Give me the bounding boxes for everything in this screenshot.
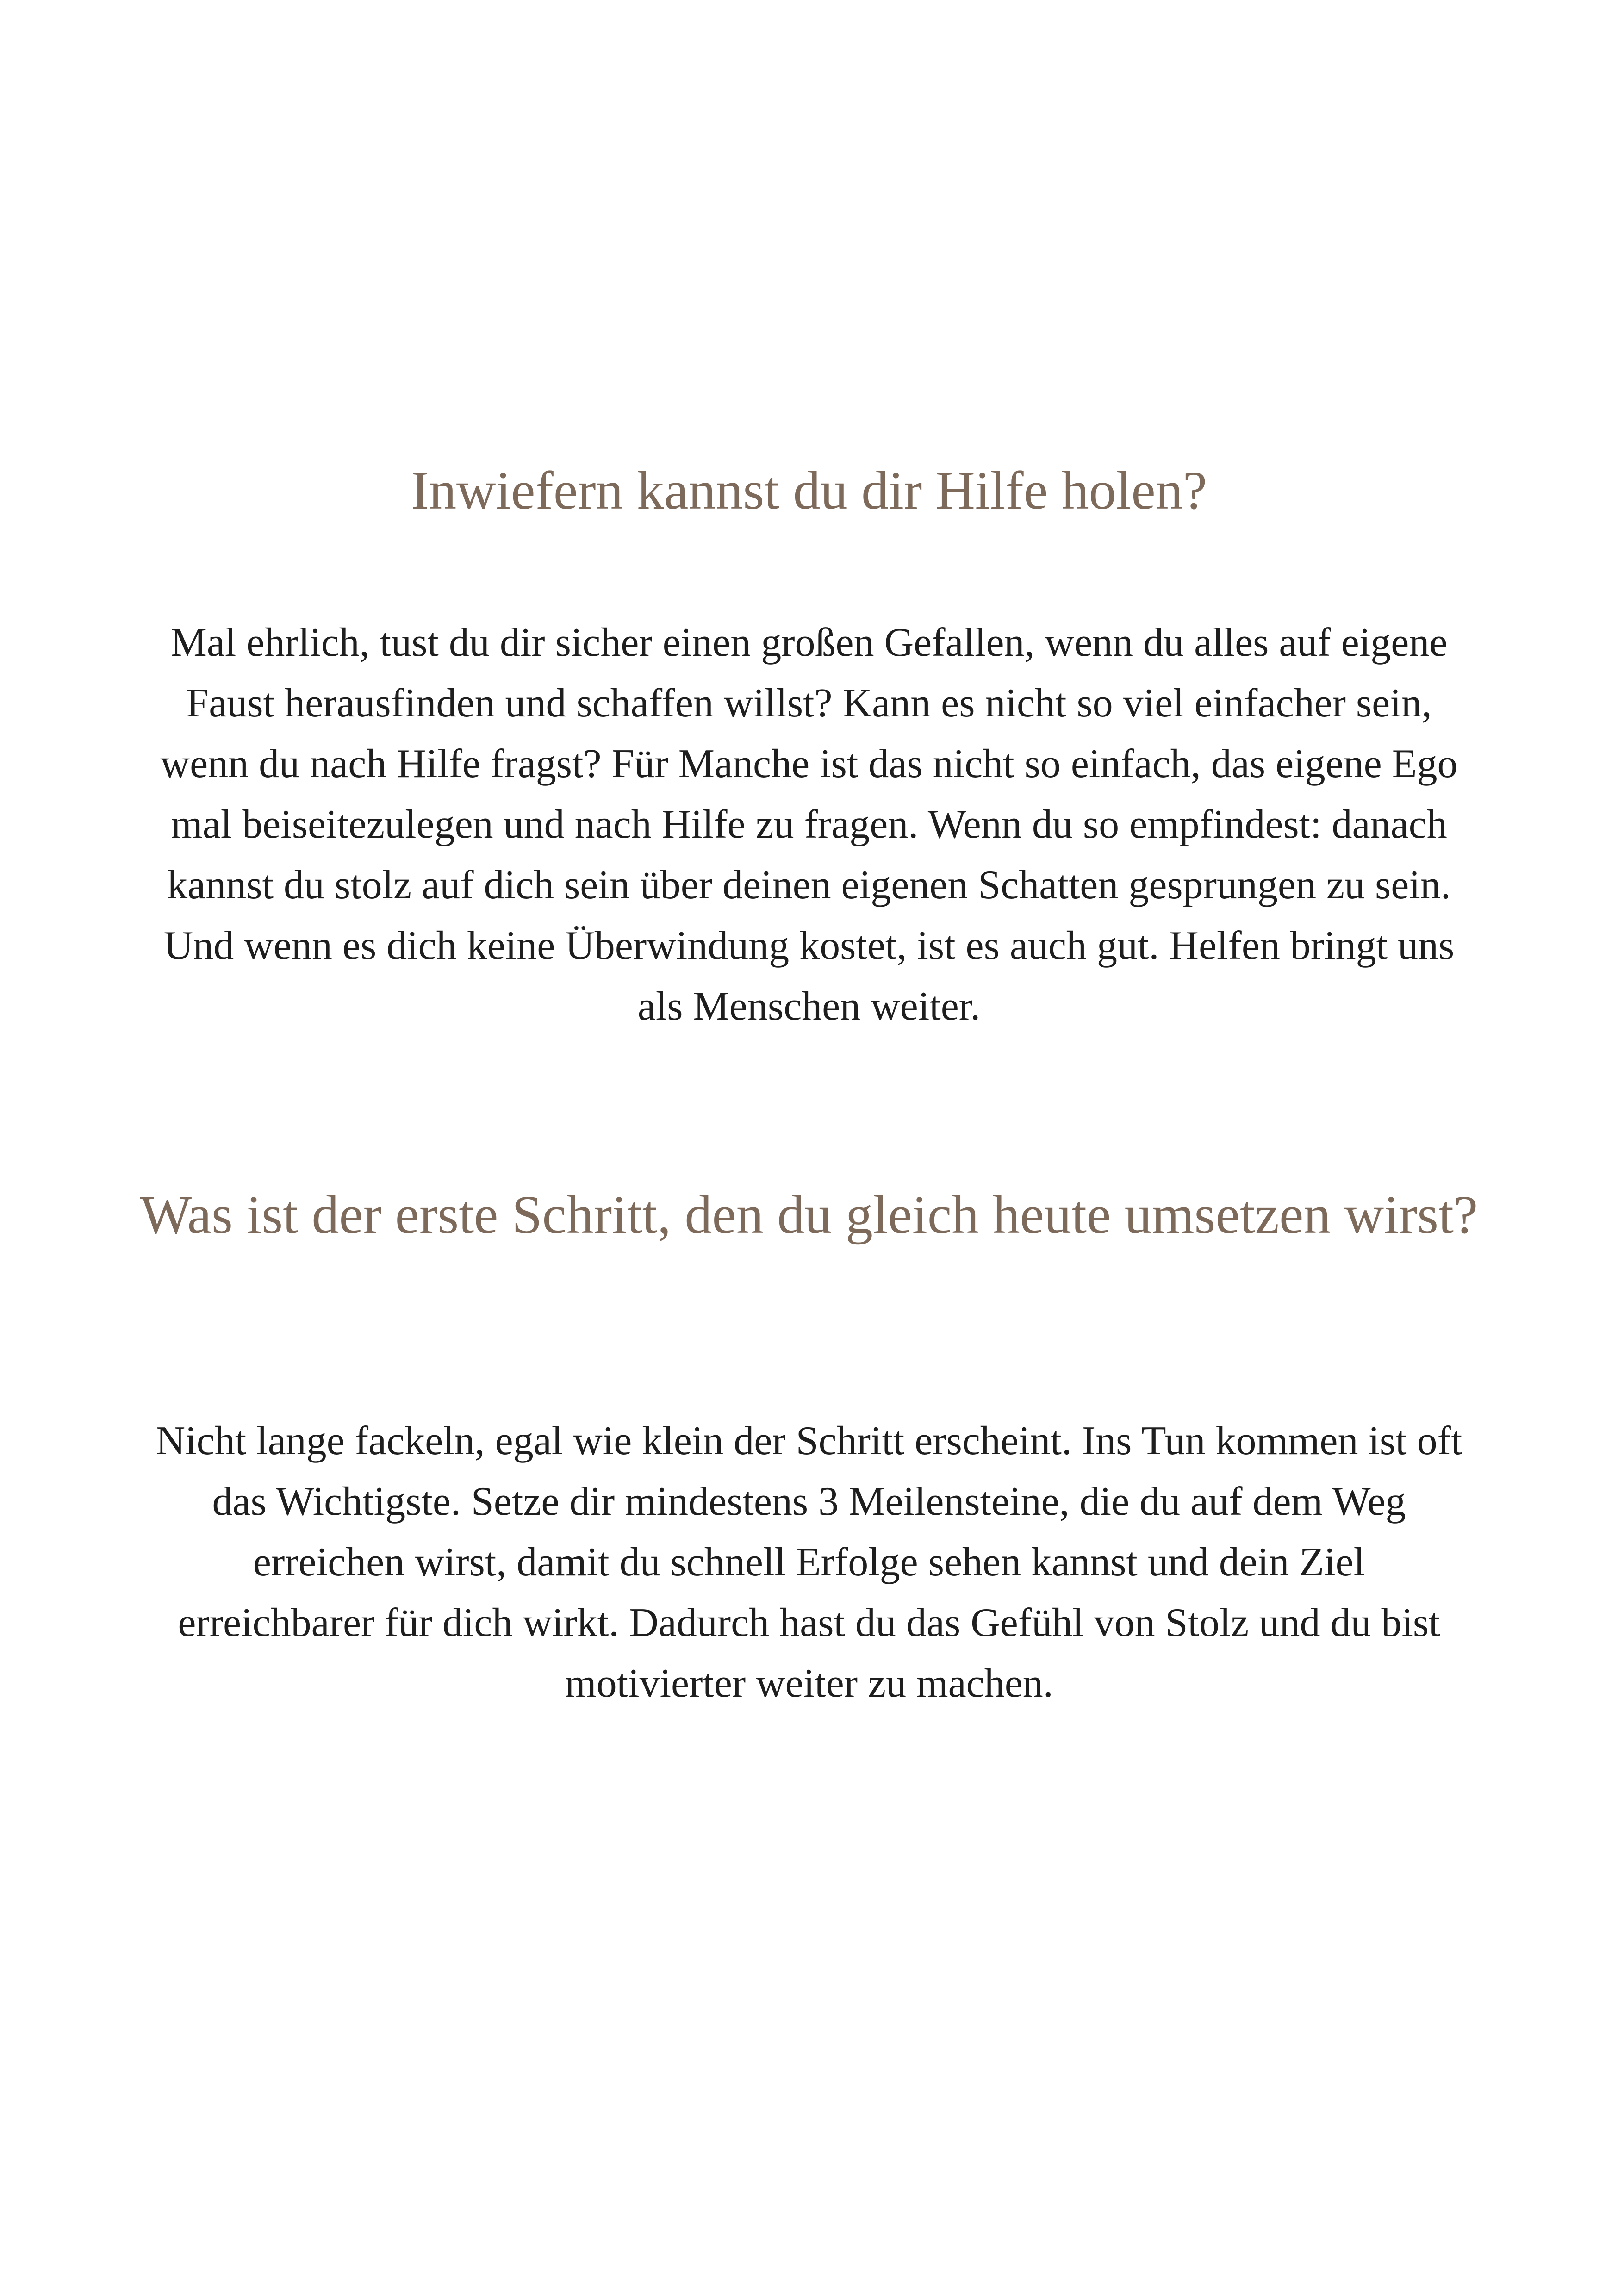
section-heading-first-step: Was ist der erste Schritt, den du gleich heute umsetzen wirst?: [140, 1184, 1478, 1245]
section-body-help: Mal ehrlich, tust du dir sicher einen großen Gefallen, wenn du alles auf eigene Faust herausfinden und schaffen willst? Kann es nicht so viel einfacher sein, wenn du nach Hilfe fragst? Für Manche ist das nicht so einfach, das eigene Ego mal beiseitezulegen und nach Hilfe zu fragen. Wenn du so empfindest: danach kannst du stolz auf dich sein über deinen eigenen Schatten gesprungen zu sein. Und wenn es dich keine Überwindung kostet, ist es auch gut. Helfen bringt uns als Menschen weiter.: [160, 620, 1458, 1029]
section-body-first-step: Nicht lange fackeln, egal wie klein der Schritt erscheint. Ins Tun kommen ist oft das Wichtigste. Setze dir mindestens 3 Meilensteine, die du auf dem Weg erreichen wirst, damit du schnell Erfolge sehen kannst und dein Ziel erreichbarer für dich wirkt. Dadurch hast du das Gefühl von Stolz und du bist motivierter weiter zu machen.: [156, 1419, 1462, 1706]
section-heading-help: Inwiefern kannst du dir Hilfe holen?: [411, 460, 1207, 521]
